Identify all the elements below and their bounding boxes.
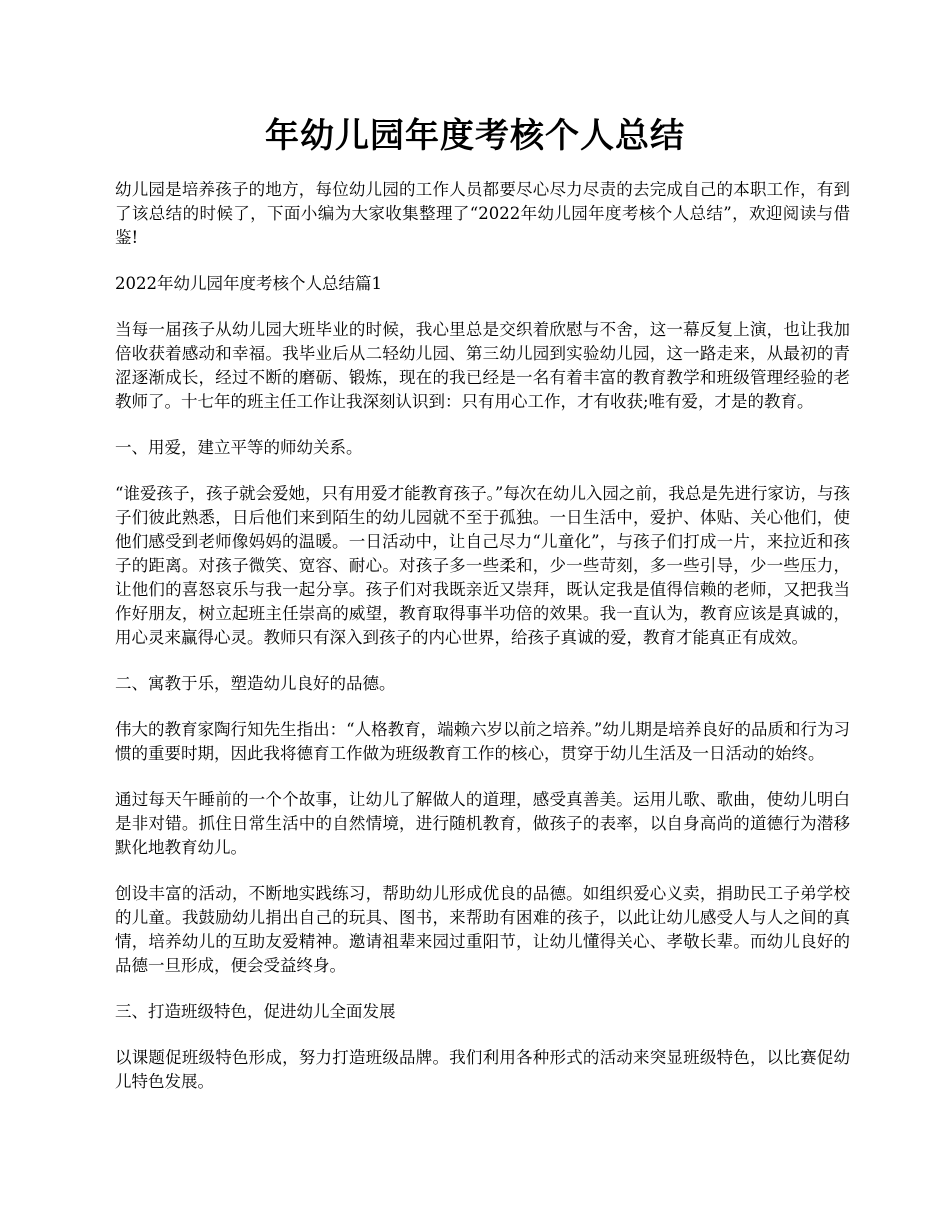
section-heading-1: 一、用爱，建立平等的师幼关系。 [115, 438, 363, 457]
section-1-paragraph: “谁爱孩子，孩子就会爱她，只有用爱才能教育孩子。”每次在幼儿入园之前，我总是先进行家访，与孩子们彼此熟悉，日后他们来到陌生的幼儿园就不至于孤独。一日生活中，爱护、体贴、关心他们，使他们感受到老师像妈妈的温暖。一日活动中，让自己尽力“儿童化”，与孩子们打成一片，来拉近和孩子的距离。对孩子微笑、宽容、耐心。对孩子多一些柔和，少一些苛刻，多一些引导，少一些压力，让他们的喜怒哀乐与我一起分享。孩子们对我既亲近又崇拜，既认定我是值得信赖的老师，又把我当作好朋友，树立起班主任崇高的威望，教育取得事半功倍的效果。我一直认为，教育应该是真诚的，用心灵来赢得心灵。教师只有深入到孩子的内心世界，给孩子真诚的爱，教育才能真正有成效。 [115, 484, 850, 647]
section-2-paragraph-2: 通过每天午睡前的一个个故事，让幼儿了解做人的道理，感受真善美。运用儿歌、歌曲，使幼儿明白是非对错。抓住日常生活中的自然情境，进行随机教育，做孩子的表率，以自身高尚的道德行为潜移默化地教育幼儿。 [115, 790, 850, 857]
section-heading-2: 二、寓教于乐，塑造幼儿良好的品德。 [115, 674, 396, 693]
section-2-paragraph-3: 创设丰富的活动，不断地实践练习，帮助幼儿形成优良的品德。如组织爱心义卖，捐助民工子弟学校的儿童。我鼓励幼儿捐出自己的玩具、图书，来帮助有困难的孩子，以此让幼儿感受人与人之间的真情，培养幼儿的互助友爱精神。邀请祖辈来园过重阳节，让幼儿懂得关心、孝敬长辈。而幼儿良好的品德一旦形成，便会受益终身。 [115, 884, 850, 975]
document-body [115, 178, 850, 1116]
document-title: 年幼儿园年度考核个人总结 [265, 116, 685, 156]
section-2-paragraph-1: 伟大的教育家陶行知先生指出：“人格教育，端赖六岁以前之培养。”幼儿期是培养良好的品质和行为习惯的重要时期，因此我将德育工作做为班级教育工作的核心，贯穿于幼儿生活及一日活动的始终。 [115, 720, 850, 763]
opening-paragraph: 当每一届孩子从幼儿园大班毕业的时候，我心里总是交织着欣慰与不舍，这一幕反复上演，也让我加倍收获着感动和幸福。我毕业后从二轻幼儿园、第三幼儿园到实验幼儿园，这一路走来，从最初的青涩逐渐成长，经过不断的磨砺、锻炼，现在的我已经是一名有着丰富的教育教学和班级管理经验的老教师了。十七年的班主任工作让我深刻认识到：只有用心工作，才有收获;唯有爱，才是的教育。 [115, 320, 850, 411]
intro-paragraph: 幼儿园是培养孩子的地方，每位幼儿园的工作人员都要尽心尽力尽责的去完成自己的本职工作，有到了该总结的时候了，下面小编为大家收集整理了“2022年幼儿园年度考核个人总结”，欢迎阅读与借鉴! [115, 180, 850, 247]
section-3-paragraph-1: 以课题促班级特色形成，努力打造班级品牌。我们利用各种形式的活动来突显班级特色，以比赛促幼儿特色发展。 [115, 1048, 850, 1091]
article-heading: 2022年幼儿园年度考核个人总结篇1 [115, 274, 382, 293]
section-heading-3: 三、打造班级特色，促进幼儿全面发展 [115, 1002, 396, 1021]
